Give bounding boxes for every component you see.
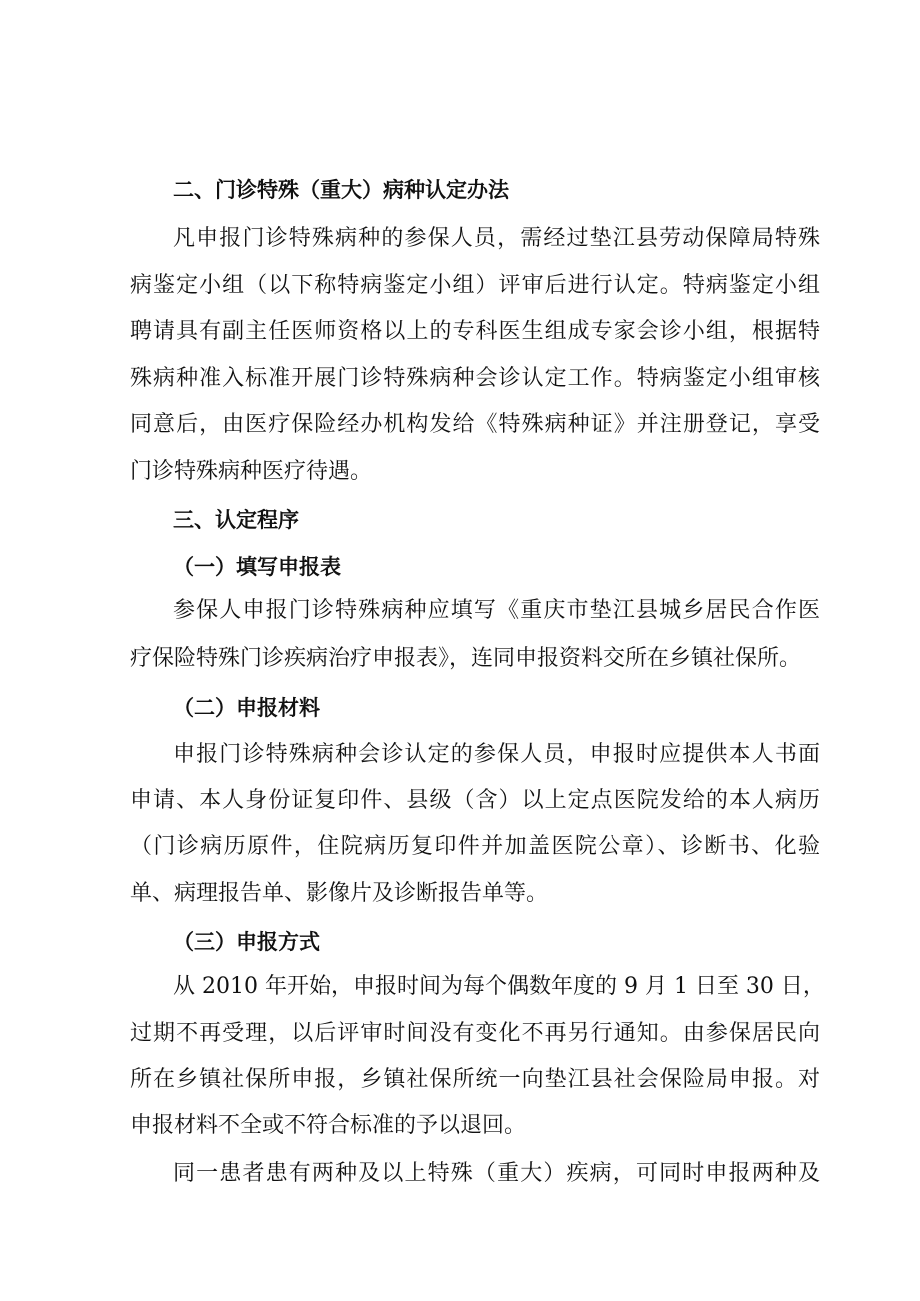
paragraph-line: 申报材料不全或不符合标准的予以退回。 (130, 1113, 527, 1138)
paragraph-line: 病鉴定小组（以下称特病鉴定小组）评审后进行认定。特病鉴定小组 (130, 273, 820, 298)
paragraph-line: 参保人申报门诊特殊病种应填写《重庆市垫江县城乡居民合作医 (173, 598, 820, 623)
paragraph-line: 同意后，由医疗保险经办机构发给《特殊病种证》并注册登记，享受 (130, 412, 820, 437)
paragraph-line: 同一患者患有两种及以上特殊（重大）疾病，可同时申报两种及 (173, 1161, 820, 1186)
sub-two-heading: （二）申报材料 (173, 696, 320, 720)
paragraph-line: 申请、本人身份证复印件、县级（含）以上定点医院发给的本人病历 (130, 788, 820, 813)
paragraph-line: （门诊病历原件，住院病历复印件并加盖医院公章）、诊断书、化验 (130, 834, 820, 859)
sub-three-heading: （三）申报方式 (173, 930, 320, 954)
section-two-heading: 二、门诊特殊（重大）病种认定办法 (173, 178, 509, 202)
paragraph-line: 门诊特殊病种医疗待遇。 (130, 459, 373, 484)
paragraph-line: 疗保险特殊门诊疾病治疗申报表》，连同申报资料交所在乡镇社保所。 (130, 646, 802, 671)
paragraph-line: 过期不再受理，以后评审时间没有变化不再另行通知。由参保居民向 (130, 1021, 820, 1046)
paragraph-line: 殊病种准入标准开展门诊特殊病种会诊认定工作。特病鉴定小组审核 (130, 366, 820, 391)
paragraph-line: 单、病理报告单、影像片及诊断报告单等。 (130, 881, 549, 906)
paragraph-line: 从 2010 年开始，申报时间为每个偶数年度的 9 月 1 日至 30 日， (173, 974, 825, 999)
paragraph-line: 所在乡镇社保所申报，乡镇社保所统一向垫江县社会保险局申报。对 (130, 1067, 820, 1092)
paragraph-line: 申报门诊特殊病种会诊认定的参保人员，申报时应提供本人书面 (173, 742, 820, 767)
paragraph-line: 聘请具有副主任医师资格以上的专科医生组成专家会诊小组，根据特 (130, 319, 820, 344)
section-three-heading: 三、认定程序 (173, 508, 299, 532)
sub-one-heading: （一）填写申报表 (173, 555, 341, 579)
paragraph-line: 凡申报门诊特殊病种的参保人员，需经过垫江县劳动保障局特殊 (173, 226, 820, 251)
